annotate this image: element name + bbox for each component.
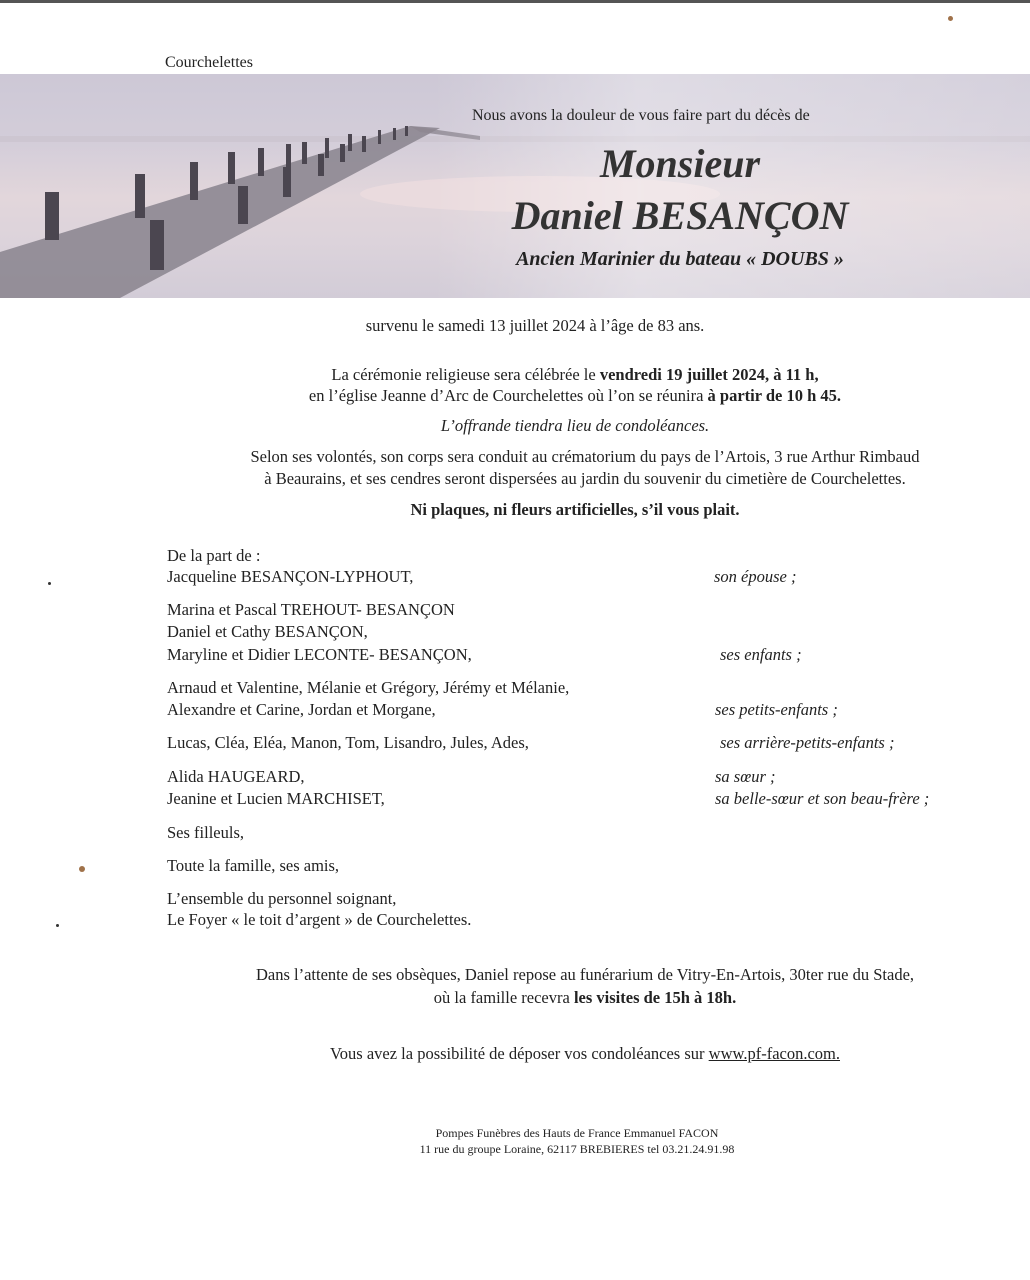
great-grandchildren-relation: ses arrière-petits-enfants ; bbox=[720, 733, 895, 752]
no-flowers-note: Ni plaques, ni fleurs artificielles, s’il vous plait. bbox=[410, 500, 740, 519]
death-date: survenu le samedi 13 juillet 2024 à l’âge de 83 ans. bbox=[365, 316, 705, 335]
child-name: Daniel et Cathy BESANÇON, bbox=[167, 622, 368, 641]
ceremony-line-2 bbox=[130, 386, 1020, 406]
condolences-link[interactable]: www.pf-facon.com. bbox=[708, 1044, 840, 1063]
care-home: Le Foyer « le toit d’argent » de Courchelettes. bbox=[167, 910, 472, 929]
spouse-relation: son épouse ; bbox=[714, 567, 797, 586]
funeral-home-name: Pompes Funèbres des Hauts de France Emmanuel FACON bbox=[435, 1126, 719, 1140]
child-name: Maryline et Didier LECONTE- BESANÇON, bbox=[167, 645, 472, 664]
grandchildren-names: Arnaud et Valentine, Mélanie et Grégory, Jérémy et Mélanie, bbox=[167, 678, 570, 697]
condolences-text: Vous avez la possibilité de déposer vos condoléances sur bbox=[330, 1044, 709, 1063]
wishes-line-1: Selon ses volontés, son corps sera conduit au crématorium du pays de l’Artois, 3 rue Arthur Rimbaud bbox=[250, 447, 920, 466]
godchildren: Ses filleuls, bbox=[167, 823, 244, 842]
visits-hours: les visites de 15h à 18h. bbox=[573, 988, 737, 1007]
visits-line-1: Dans l’attente de ses obsèques, Daniel repose au funérarium de Vitry-En-Artois, 30ter rue du Stade, bbox=[255, 965, 915, 984]
children-relation: ses enfants ; bbox=[720, 645, 802, 664]
scan-speck bbox=[948, 16, 953, 21]
ceremony-meeting-time: à partir de 10 h 45. bbox=[707, 386, 842, 405]
in-laws-relation: sa belle-sœur et son beau-frère ; bbox=[715, 789, 930, 808]
city-name: Courchelettes bbox=[165, 54, 253, 71]
visits-text: où la famille recevra bbox=[433, 988, 574, 1007]
spouse-name: Jacqueline BESANÇON-LYPHOUT, bbox=[167, 567, 414, 586]
grandchildren-relation: ses petits-enfants ; bbox=[715, 700, 838, 719]
great-grandchildren-names: Lucas, Cléa, Eléa, Manon, Tom, Lisandro, Jules, Ades, bbox=[167, 733, 529, 752]
child-name: Marina et Pascal TREHOUT- BESANÇON bbox=[167, 600, 455, 619]
scan-speck bbox=[48, 582, 51, 585]
visits-line-2 bbox=[140, 988, 1030, 1008]
sister-relation: sa sœur ; bbox=[715, 767, 776, 786]
offering-note: L’offrande tiendra lieu de condoléances. bbox=[440, 416, 710, 435]
scan-speck bbox=[56, 924, 59, 927]
ceremony-place: en l’église Jeanne d’Arc de Courchelettes où l’on se réunira bbox=[308, 386, 708, 405]
care-staff: L’ensemble du personnel soignant, bbox=[167, 889, 397, 908]
ceremony-date: vendredi 19 juillet 2024, à 11 h, bbox=[599, 365, 819, 384]
family-intro: De la part de : bbox=[167, 546, 261, 565]
deceased-name: Daniel BESANÇON bbox=[511, 193, 849, 238]
deceased-occupation: Ancien Marinier du bateau « DOUBS » bbox=[516, 248, 844, 270]
ceremony-text: La cérémonie religieuse sera célébrée le bbox=[331, 365, 600, 384]
deceased-title: Monsieur bbox=[599, 141, 761, 186]
wishes-line-2: à Beaurains, et ses cendres seront dispersées au jardin du souvenir du cimetière de Courchelettes. bbox=[264, 469, 906, 488]
top-border bbox=[0, 0, 1030, 3]
announcement-intro: Nous avons la douleur de vous faire part du décès de bbox=[472, 107, 810, 124]
condolences-line bbox=[140, 1044, 1030, 1064]
scan-speck bbox=[79, 866, 85, 872]
grandchildren-names: Alexandre et Carine, Jordan et Morgane, bbox=[167, 700, 436, 719]
in-laws-names: Jeanine et Lucien MARCHISET, bbox=[167, 789, 385, 808]
ceremony-line-1 bbox=[130, 365, 1020, 385]
sister-name: Alida HAUGEARD, bbox=[167, 767, 305, 786]
funeral-home-address: 11 rue du groupe Loraine, 62117 BREBIERES tel 03.21.24.91.98 bbox=[419, 1142, 735, 1156]
family-friends: Toute la famille, ses amis, bbox=[167, 856, 340, 875]
